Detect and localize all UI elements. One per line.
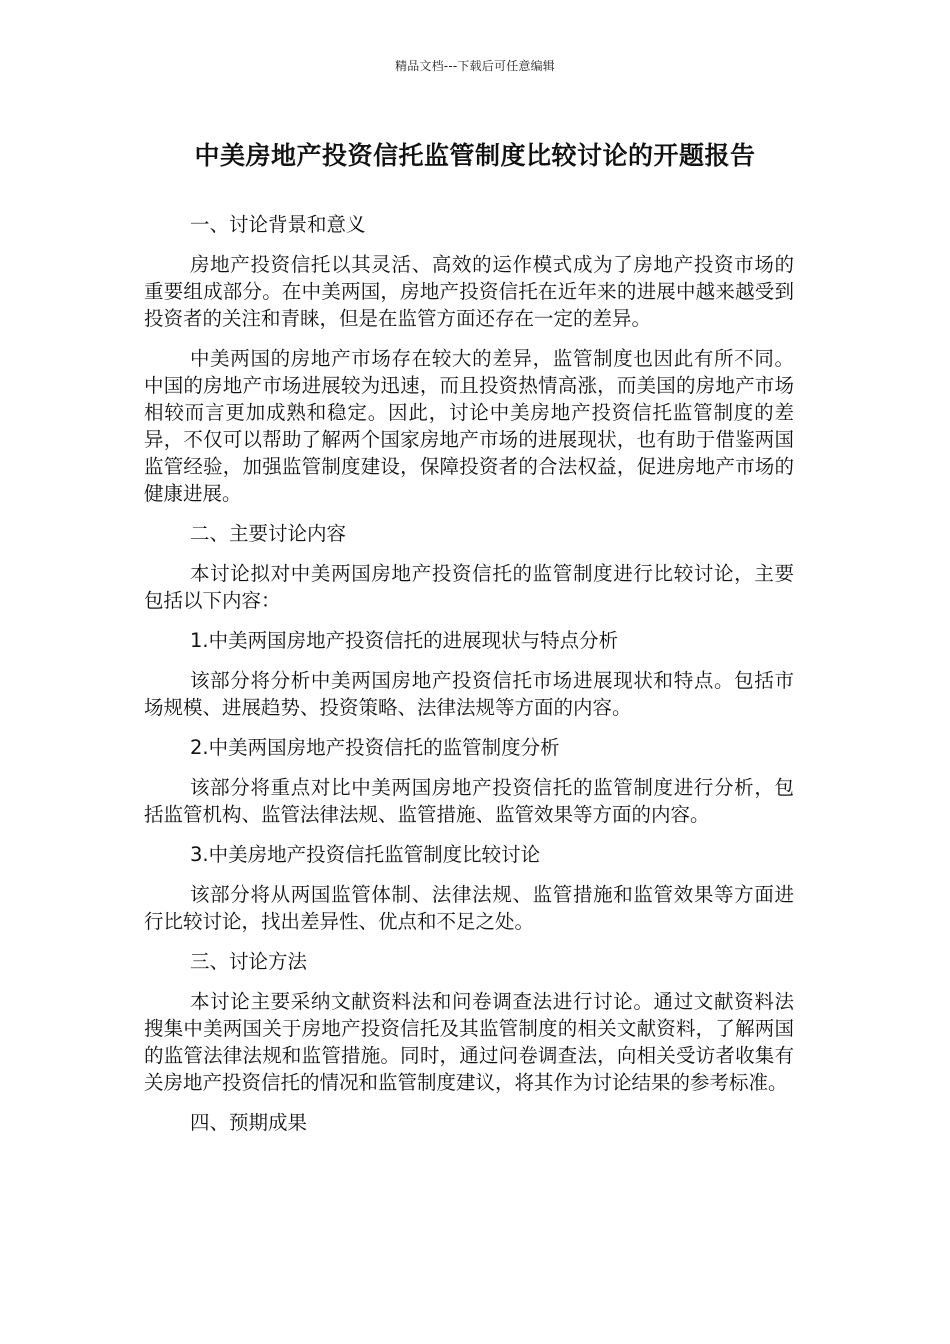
- section-heading-background: 一、讨论背景和意义: [190, 213, 366, 236]
- document-title: 中美房地产投资信托监管制度比较讨论的开题报告: [194, 141, 756, 170]
- document-body: [144, 211, 794, 1136]
- paragraph-content-intro: 本讨论拟对中美两国房地产投资信托的监管制度进行比较讨论，主要包括以下内容：: [144, 562, 794, 612]
- subheading-status-analysis: 1.中美两国房地产投资信托的进展现状与特点分析: [190, 629, 619, 652]
- subheading-regulation-analysis: 2.中美两国房地产投资信托的监管制度分析: [190, 736, 560, 759]
- paragraph-background-1: 房地产投资信托以其灵活、高效的运作模式成为了房地产投资市场的重要组成部分。在中美两国，房地产投资信托在近年来的进展中越来越受到投资者的关注和青睐，但是在监管方面还存在一定的差异。: [144, 253, 794, 330]
- paragraph-regulation-analysis: 该部分将重点对比中美两国房地产投资信托的监管制度进行分析，包括监管机构、监管法律法规、监管措施、监管效果等方面的内容。: [144, 776, 794, 826]
- subheading-comparison: 3.中美房地产投资信托监管制度比较讨论: [190, 843, 541, 866]
- section-heading-methods: 三、讨论方法: [190, 950, 308, 973]
- paragraph-methods: 本讨论主要采纳文献资料法和问卷调查法进行讨论。通过文献资料法搜集中美两国关于房地产投资信托及其监管制度的相关文献资料，了解两国的监管法律法规和监管措施。同时，通过问卷调查法，向相关受访者收集有关房地产投资信托的情况和监管制度建议，将其作为讨论结果的参考标准。: [144, 990, 794, 1094]
- header-note: 精品文档---下载后可任意编辑: [395, 59, 555, 73]
- paragraph-status-analysis: 该部分将分析中美两国房地产投资信托市场进展现状和特点。包括市场规模、进展趋势、投资策略、法律法规等方面的内容。: [144, 669, 794, 719]
- paragraph-background-2: 中美两国的房地产市场存在较大的差异，监管制度也因此有所不同。中国的房地产市场进展较为迅速，而且投资热情高涨，而美国的房地产市场相较而言更加成熟和稳定。因此，讨论中美房地产投资信托监管制度的差异，不仅可以帮助了解两个国家房地产市场的进展现状，也有助于借鉴两国监管经验，加强监管制度建设，保障投资者的合法权益，促进房地产市场的健康进展。: [144, 347, 794, 505]
- section-heading-outcomes: 四、预期成果: [190, 1111, 308, 1134]
- paragraph-comparison: 该部分将从两国监管体制、法律法规、监管措施和监管效果等方面进行比较讨论，找出差异性、优点和不足之处。: [144, 883, 794, 933]
- section-heading-content: 二、主要讨论内容: [190, 522, 347, 545]
